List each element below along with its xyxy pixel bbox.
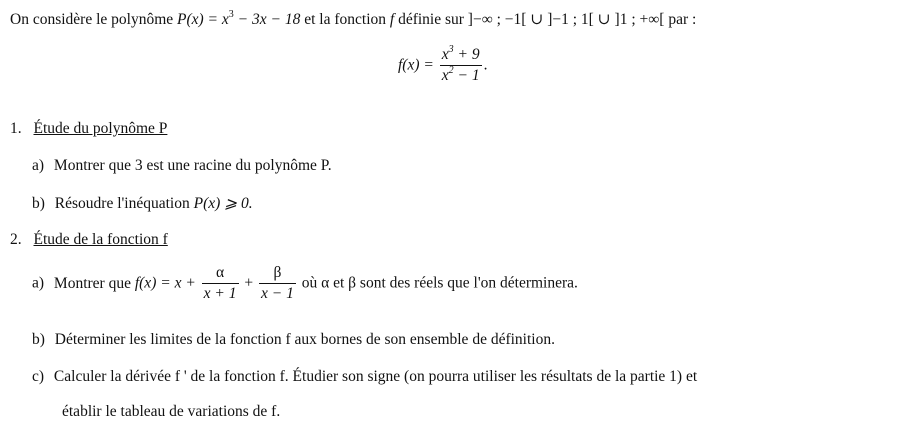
part1-heading (10, 120, 167, 138)
part2-item-a (32, 264, 578, 303)
fdef-denominator: $x^2 - 1$ (441, 65, 480, 84)
item-label: a) (32, 157, 45, 174)
alpha-fraction (202, 264, 239, 303)
part2-item-b (32, 331, 555, 349)
part1-number: 1. (10, 120, 22, 137)
part1-item-a (32, 157, 332, 175)
item-text: Déterminer les limites de la fonction f aux bornes de son ensemble de définition. (54, 331, 555, 348)
function-name: f (389, 11, 395, 28)
beta-fraction (259, 264, 296, 303)
part2-heading (10, 231, 168, 249)
part2-number: 2. (10, 231, 22, 248)
item-label: b) (32, 331, 45, 348)
domain-text: définie sur ]−∞ ; −1[ ∪ ]−1 ; 1[ ∪ ]1 ; +∞[ par : (394, 11, 697, 28)
intro-mid: et la fonction (300, 11, 390, 28)
inequality-math: P(x) ⩾ 0. (193, 195, 253, 212)
alpha-denominator: x + 1 (203, 285, 237, 302)
item-label: b) (32, 195, 45, 212)
item-text: Résoudre l'inéquation (54, 195, 194, 212)
intro-prefix: On considère le polynôme (10, 11, 178, 28)
item-text: Calculer la dérivée f ' de la fonction f. Étudier son signe (on pourra utiliser les résultats de la partie 1) et (53, 368, 698, 385)
item-text: établir le tableau de variations de f. (62, 403, 281, 420)
item-label: a) (32, 274, 45, 292)
fdef-fraction (440, 46, 482, 85)
decomposition-lhs: f(x) = x + (134, 274, 200, 292)
item-text: Montrer que 3 est une racine du polynôme P. (53, 157, 332, 174)
beta-denominator: x − 1 (261, 285, 294, 302)
part2-item-c (32, 368, 697, 386)
item-text-suffix: où α et β sont des réels que l'on déterminera. (297, 274, 578, 292)
fdef-period: . (483, 56, 488, 74)
fdef-numerator: $x^3 + 9$ (440, 46, 482, 66)
part2-title: Étude de la fonction f (33, 231, 168, 248)
fdef-lhs: f(x) = (398, 56, 438, 74)
beta-numerator: β (259, 264, 296, 284)
part1-title: Étude du polynôme P (33, 120, 168, 137)
polynomial-rhs: − 3x − 18 (233, 11, 301, 28)
part1-item-b (32, 194, 253, 213)
part2-item-c-continuation (62, 403, 280, 421)
plus-sign: + (240, 274, 257, 292)
polynomial-exponent: 3 (228, 9, 234, 20)
function-definition (398, 46, 487, 85)
item-label: c) (32, 368, 45, 385)
item-text: Montrer que (53, 274, 135, 292)
polynomial-lhs: P(x) = x (177, 11, 229, 28)
alpha-numerator: α (202, 264, 239, 284)
intro-line (10, 10, 696, 29)
